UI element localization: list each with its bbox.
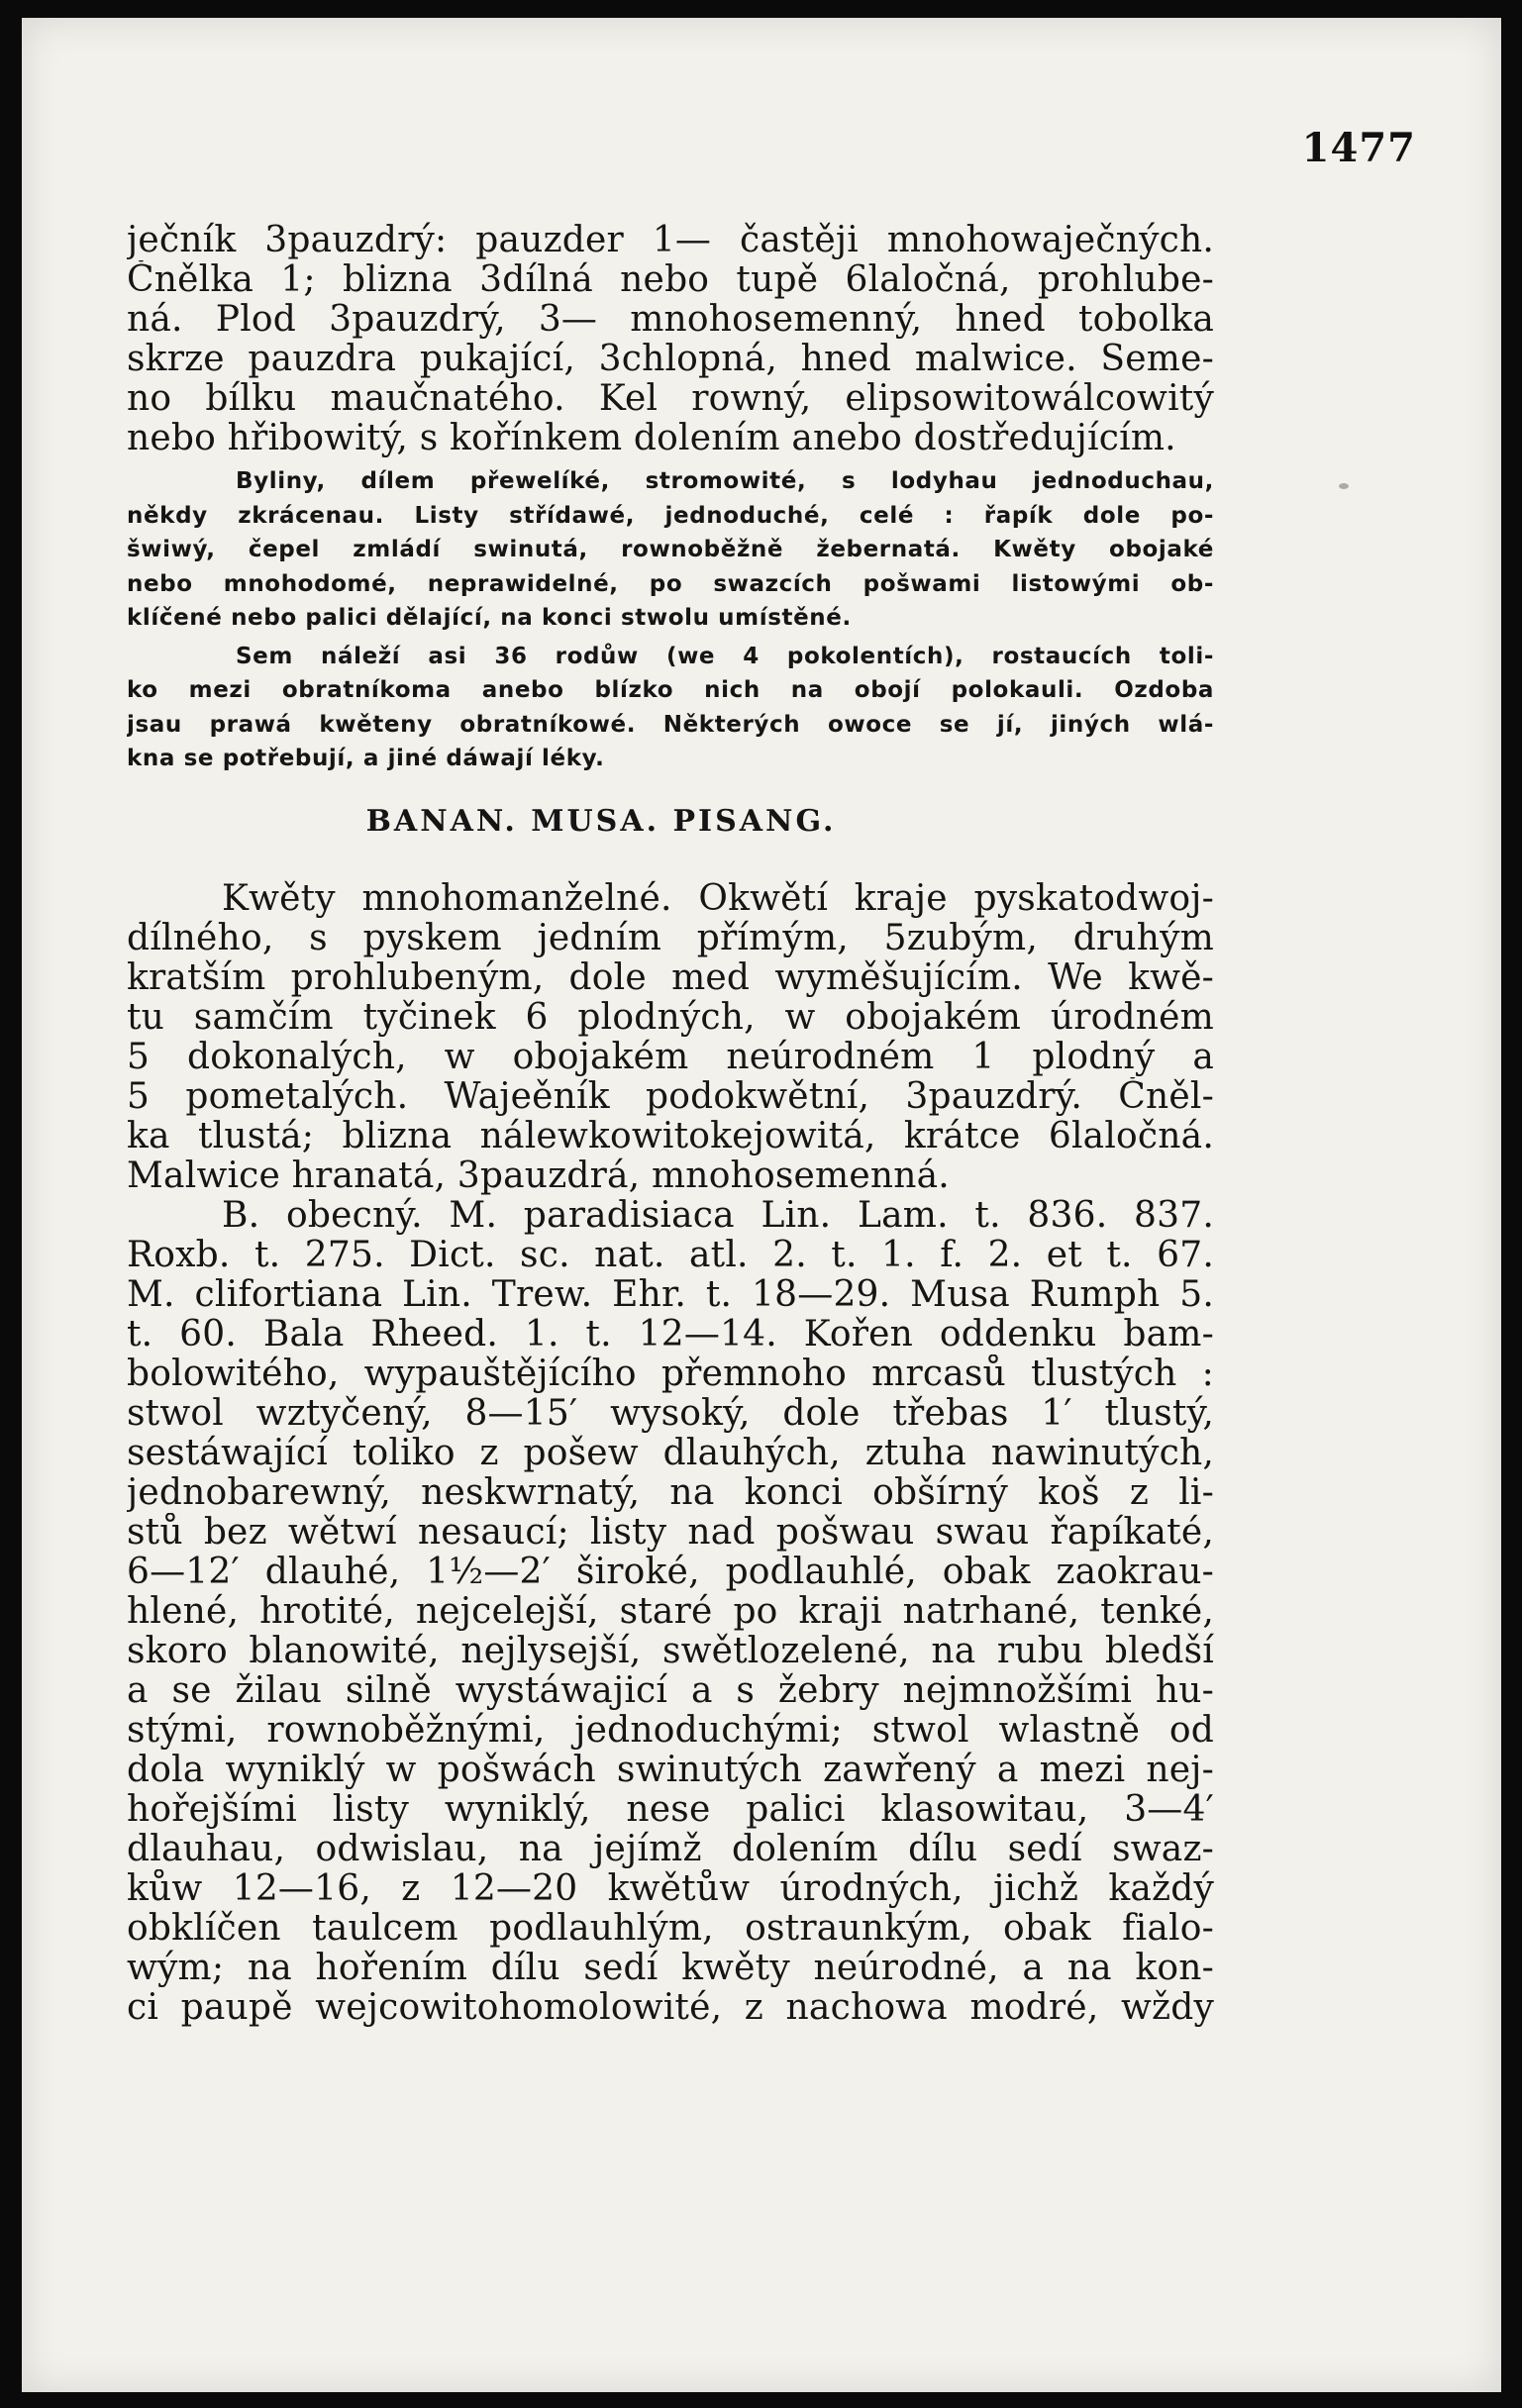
text-line: klíčené nebo palici dělající, na konci stwolu umístěné. xyxy=(127,605,852,631)
text-line: hlené, hrotité, nejcelejší, staré po kraji natrhané, tenké, xyxy=(127,1591,1214,1632)
text-line: stwol wztyčený, 8—15′ wysoký, dole třebas 1′ tlustý, xyxy=(127,1393,1214,1434)
text-line: ná. Plod 3pauzdrý, 3— mnohosemenný, hned tobolka xyxy=(127,300,1214,340)
text-line: Kwěty mnohomanželné. Okwětí kraje pyskatodwoj- xyxy=(222,878,1214,919)
text-line: Sem náleží asi 36 rodůw (we 4 pokolentích), rostaucích toli- xyxy=(236,643,1214,669)
text-line: jednobarewný, neskwrnatý, na konci obšírný koš z li- xyxy=(127,1472,1214,1513)
text-line: stů bez wětwí nesaucí; listy nad pošwau swau řapíkaté, xyxy=(127,1512,1214,1553)
text-line: ka tlustá; blizna nálewkowitokejowitá, krátce 6laločná. xyxy=(127,1116,1214,1156)
text-line: nebo mnohodomé, neprawidelné, po swazcích pošwami listowými ob- xyxy=(127,570,1214,597)
text-line: někdy zkrácenau. Listy střídawé, jednoduché, celé : řapík dole po- xyxy=(127,502,1214,529)
genus-description-continued xyxy=(127,221,1214,458)
text-line: jsau prawá kwěteny obratníkowé. Některých owoce se jí, jiných wlá- xyxy=(127,711,1214,738)
text-line: B. obecný. M. paradisiaca Lin. Lam. t. 836. 837. xyxy=(222,1195,1214,1236)
page-text xyxy=(127,221,1214,2028)
text-line: Roxb. t. 275. Dict. sc. nat. atl. 2. t. 1. f. 2. et t. 67. xyxy=(127,1235,1214,1275)
ink-speck xyxy=(1339,483,1349,489)
text-line: skoro blanowité, nejlysejší, swětlozelené, na rubu bledší xyxy=(127,1631,1214,1671)
text-line: ko mezi obratníkoma anebo blízko nich na obojí polokauli. Ozdoba xyxy=(127,677,1214,703)
text-line: kratším prohlubeným, dole med wyměšujícím. We kwě- xyxy=(127,957,1214,998)
text-line: dola wyniklý w pošwách swinutých zawřený a mezi nej- xyxy=(127,1750,1214,1790)
text-line: nebo hřibowitý, s kořínkem dolením anebo dostředujícím. xyxy=(127,419,1176,458)
text-line: 5 dokonalých, w obojakém neúrodném 1 plodný a xyxy=(127,1037,1214,1077)
text-line: skrze pauzdra pukající, 3chlopná, hned malwice. Seme- xyxy=(127,340,1214,379)
text-line: Byliny, dílem přewelíké, stromowité, s lodyhau jednoduchau, xyxy=(236,468,1214,494)
text-line: dílného, s pyskem jedním přímým, 5zubým, druhým xyxy=(127,918,1214,958)
text-line: 6—12′ dlauhé, 1½—2′ široké, podlauhlé, obak zaokrau- xyxy=(127,1552,1214,1592)
page-number: 1477 xyxy=(1301,125,1416,171)
text-line: sestáwající toliko z pošew dlauhých, ztuha nawinutých, xyxy=(127,1433,1214,1473)
book-page xyxy=(22,18,1501,2392)
text-line: dlauhau, odwislau, na jejímž dolením dílu sedí swaz- xyxy=(127,1829,1214,1869)
species-description xyxy=(127,1196,1214,2028)
text-line: obklíčen taulcem podlauhlým, ostraunkým, obak fialo- xyxy=(127,1908,1214,1949)
text-line: kna se potřebují, a jiné dáwají léky. xyxy=(127,746,605,771)
text-line: M. clifortiana Lin. Trew. Ehr. t. 18—29. Musa Rumph 5. xyxy=(127,1274,1214,1315)
text-line: Malwice hranatá, 3pauzdrá, mnohosemenná. xyxy=(127,1155,950,1196)
text-line: 5 pometalých. Wajeěník podokwětní, 3pauzdrý. Čněl- xyxy=(127,1076,1214,1117)
text-line: Čnělka 1; blizna 3dílná nebo tupě 6laločná, prohlube- xyxy=(127,260,1214,300)
text-line: bolowitého, wypauštějícího přemnoho mrcasů tlustých : xyxy=(127,1354,1214,1394)
habit-paragraph xyxy=(127,464,1214,636)
text-line: no bílku maučnatého. Kel rowný, elipsowitowálcowitý xyxy=(127,379,1214,419)
genus-heading: BANAN. MUSA. PISANG. xyxy=(365,803,837,839)
text-line: t. 60. Bala Rheed. 1. t. 12—14. Kořen oddenku bam- xyxy=(127,1314,1214,1354)
text-line: wým; na hořením dílu sedí kwěty neúrodné, a na kon- xyxy=(127,1948,1214,1988)
text-line: šwiwý, čepel zmládí swinutá, rownoběžně žebernatá. Kwěty obojaké xyxy=(127,537,1214,562)
genus-characters xyxy=(127,879,1214,1196)
text-line: a se žilau silně wystáwajicí a s žebry nejmnožšími hu- xyxy=(127,1670,1214,1711)
distribution-paragraph xyxy=(127,640,1214,776)
text-line: stými, rownoběžnými, jednoduchými; stwol wlastně od xyxy=(127,1710,1214,1751)
text-line: kůw 12—16, z 12—20 kwětůw úrodných, jichž každý xyxy=(127,1868,1214,1909)
text-line: hořejšími listy wyniklý, nese palici klasowitau, 3—4′ xyxy=(127,1789,1214,1830)
text-line: tu samčím tyčinek 6 plodných, w obojakém úrodném xyxy=(127,997,1214,1038)
text-line: ci paupě wejcowitohomolowité, z nachowa modré, wždy xyxy=(127,1987,1214,2028)
text-line: ječník 3pauzdrý: pauzder 1— častěji mnohowaječných. xyxy=(127,221,1214,260)
